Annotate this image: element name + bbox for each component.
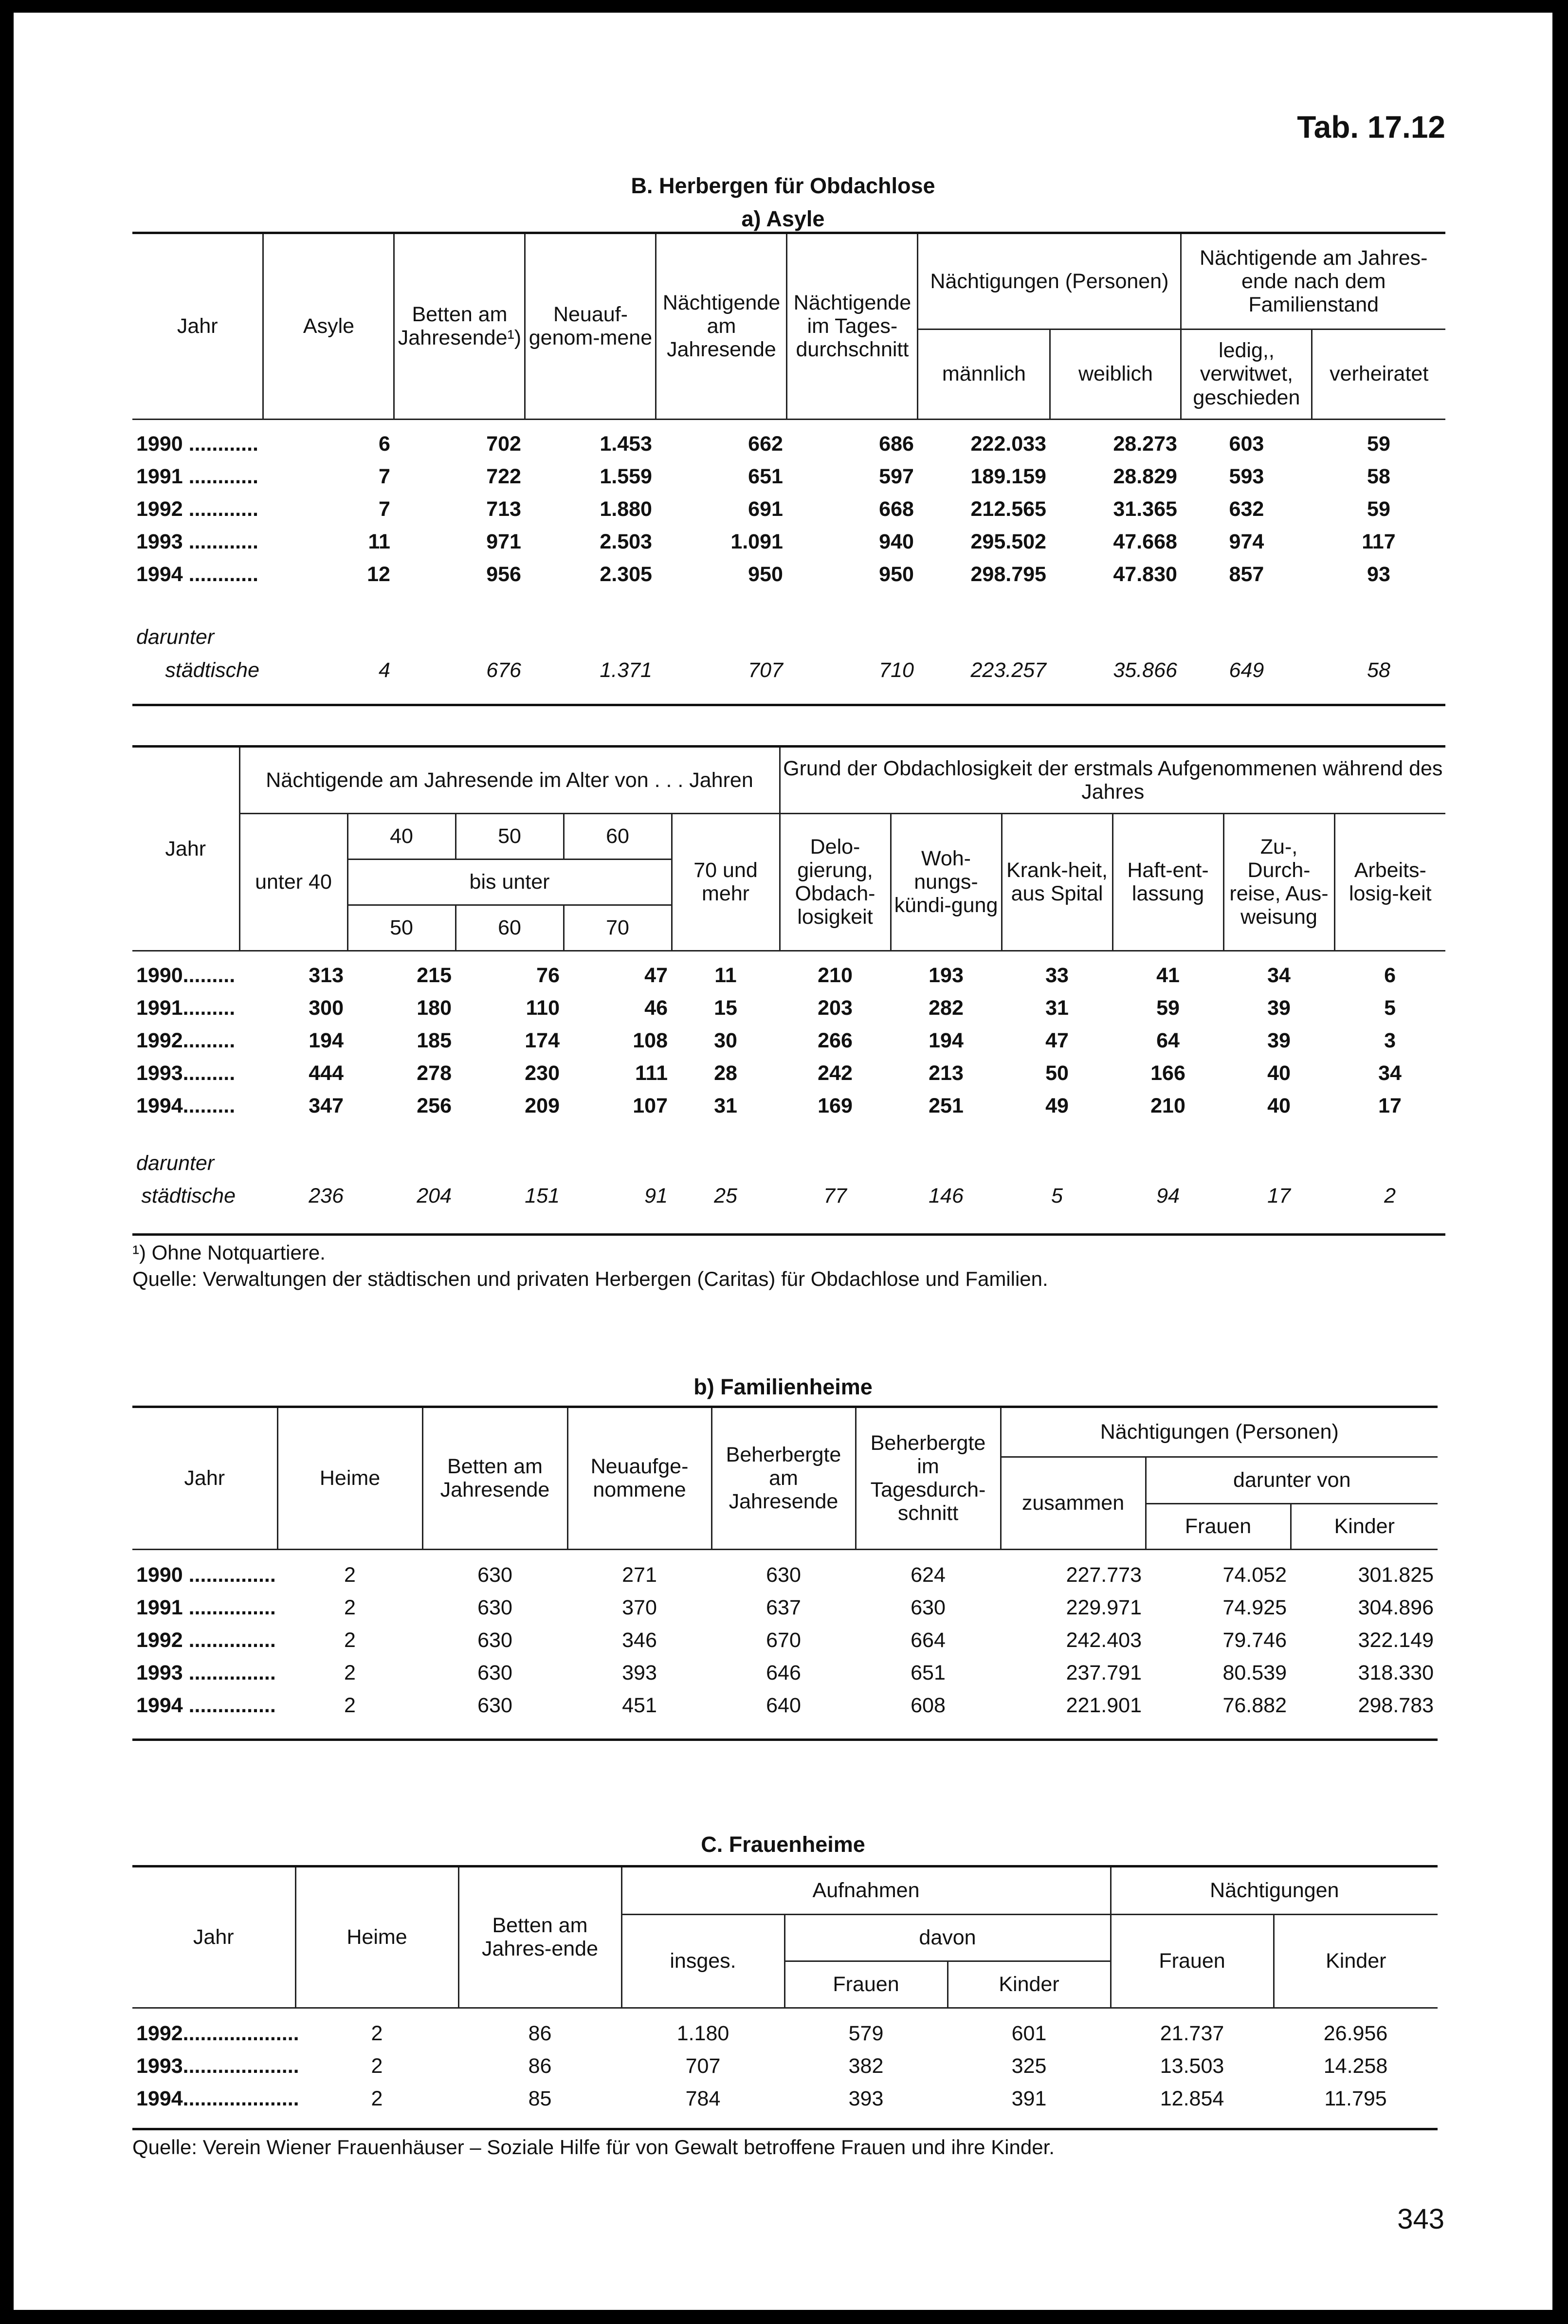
table-row [132,2083,1438,2115]
cell: 579 [848,2022,884,2045]
t2-h-durchreise: Zu-, Durch-reise, Aus-weisung [1223,813,1334,951]
frauenheime-title: C. Frauenheime [701,1832,865,1857]
cell: 1.880 [600,497,652,521]
cell: 1.559 [600,465,652,488]
t3-h-zusammen: zusammen [1001,1457,1146,1549]
cell: 7 [379,497,390,521]
cell: 41 [1156,964,1180,987]
cell: 5 [1051,1184,1063,1208]
t3-h-beh-tages: Beherbergte im Tagesdurch-schnitt [856,1408,1001,1549]
t3-h-heime: Heime [277,1408,422,1549]
table-row [132,1624,1438,1657]
cell: 325 [1011,2054,1047,2078]
row-year: 1992......... [136,1029,236,1052]
cell: 950 [748,563,783,586]
cell: 3 [1384,1029,1396,1052]
cell: 85 [528,2087,552,2110]
cell: 174 [525,1029,560,1052]
t4-h-naechtigungen: Nächtigungen [1111,1867,1438,1914]
document-page [14,13,1552,2310]
t1-h-neu: Neuauf-genom-mene [525,234,656,419]
cell: 39 [1267,996,1291,1020]
cell: 686 [879,432,914,456]
cell: 194 [929,1029,964,1052]
table-row [132,1090,1445,1122]
cell: 107 [633,1094,668,1117]
t2-h-b70: 70 [564,905,672,951]
table-number: Tab. 17.12 [1297,110,1445,145]
staedtische-label: städtische [165,658,259,682]
cell: 2 [371,2022,383,2045]
cell: 230 [525,1061,560,1085]
cell: 117 [1362,530,1396,553]
t2-h-alter: Nächtigende am Jahresende im Alter von . . . Jahren [239,748,780,813]
cell: 266 [818,1029,853,1052]
cell: 93 [1367,563,1390,586]
cell: 601 [1011,2022,1047,2045]
cell: 11 [368,530,390,553]
cell: 180 [417,996,452,1020]
t3-h-betten: Betten am Jahresende [422,1408,567,1549]
table-row [132,992,1445,1025]
cell: 25 [714,1184,737,1208]
cell: 2.503 [600,530,652,553]
cell: 670 [766,1629,801,1652]
age-reason-table [132,748,1445,1212]
t4-h-aufnahmen: Aufnahmen [621,1867,1111,1914]
cell: 857 [1229,563,1264,586]
row-year: 1991 ............... [136,1596,276,1619]
cell: 77 [823,1184,847,1208]
cell: 11 [714,964,737,987]
cell: 630 [911,1596,946,1619]
table-row [132,959,1445,992]
cell: 2 [344,1661,356,1684]
cell: 298.783 [1358,1694,1434,1717]
cell: 313 [309,964,344,987]
cell: 1.180 [676,2022,729,2045]
t3-h-neu: Neuaufge-nommene [567,1408,711,1549]
cell: 7 [379,465,390,488]
cell: 26.956 [1323,2022,1388,2045]
cell: 668 [879,497,914,521]
t1-h-familienstand: Nächtigende am Jahres-ende nach dem Familienstand [1181,234,1445,329]
cell: 691 [748,497,783,521]
footnote: ¹) Ohne Notquartiere. [132,1241,326,1264]
table-row [132,1689,1438,1722]
asyle-table [132,234,1445,686]
t3-h-darunter-von: darunter von [1146,1457,1438,1503]
cell: 713 [486,497,521,521]
cell: 86 [528,2054,552,2078]
row-year: 1990......... [136,964,236,987]
cell: 597 [879,465,914,488]
frauenheime-table [132,1867,1438,2115]
row-year: 1992 ............... [136,1629,276,1652]
t1-h-naechtigungen: Nächtigungen (Personen) [918,234,1181,329]
cell: 630 [477,1661,512,1684]
cell: 950 [879,563,914,586]
cell: 2 [344,1629,356,1652]
table-row [132,1057,1445,1090]
cell: 47 [1045,1029,1069,1052]
t1-h-asyle: Asyle [263,234,394,419]
cell: 624 [911,1563,946,1587]
cell: 59 [1367,432,1390,456]
cell: 185 [417,1029,452,1052]
row-year: 1993 ............... [136,1661,276,1684]
table-row [132,1657,1438,1689]
cell: 59 [1156,996,1180,1020]
t2-h-arbeitslosigkeit: Arbeits-losig-keit [1334,813,1445,951]
row-year: 1994......... [136,1094,236,1117]
cell: 298.795 [970,563,1046,586]
cell: 6 [379,432,390,456]
cell: 31.365 [1113,497,1177,521]
cell: 271 [622,1563,657,1587]
cell: 630 [477,1563,512,1587]
cell: 169 [818,1094,853,1117]
cell: 282 [929,996,964,1020]
cell: 49 [1045,1094,1069,1117]
t2-h-delogierung: Delo-gierung, Obdach-losigkeit [780,813,891,951]
t2-h-60: 60 [564,813,672,859]
table-row [132,1180,1445,1212]
t2-h-bis-unter: bis unter [347,859,672,905]
cell: 676 [486,658,521,682]
cell: 637 [766,1596,801,1619]
cell: 2 [344,1694,356,1717]
row-year: 1992.................... [136,2022,299,2045]
cell: 242.403 [1066,1629,1142,1652]
t4-h-insges: insges. [621,1914,784,2008]
cell: 210 [818,964,853,987]
cell: 86 [528,2022,552,2045]
cell: 382 [848,2054,884,2078]
t2-h-grund: Grund der Obdachlosigkeit der erstmals Aufgenommenen während des Jahres [780,748,1445,813]
cell: 974 [1229,530,1264,553]
t2-h-50: 50 [456,813,564,859]
t1-h-weiblich: weiblich [1050,329,1181,419]
cell: 35.866 [1113,658,1177,682]
table-row [132,493,1445,526]
table-row [132,1025,1445,1057]
cell: 2 [344,1596,356,1619]
cell: 2 [1384,1184,1396,1208]
cell: 21.737 [1160,2022,1224,2045]
cell: 94 [1156,1184,1180,1208]
familienheime-table [132,1408,1438,1722]
cell: 39 [1267,1029,1291,1052]
cell: 79.746 [1222,1629,1287,1652]
cell: 15 [714,996,737,1020]
cell: 74.052 [1222,1563,1287,1587]
t4-h-jahr: Jahr [132,1867,295,2008]
cell: 393 [622,1661,657,1684]
cell: 242 [818,1061,853,1085]
cell: 50 [1045,1061,1069,1085]
row-year: 1993.................... [136,2054,299,2078]
t1-h-verheiratet: verheiratet [1312,329,1445,419]
t2-h-b60: 60 [456,905,564,951]
cell: 707 [685,2054,721,2078]
cell: 213 [929,1061,964,1085]
cell: 189.159 [970,465,1046,488]
asyle-title: a) Asyle [741,206,825,231]
cell: 6 [1384,964,1396,987]
cell: 210 [1150,1094,1185,1117]
cell: 784 [685,2087,721,2110]
cell: 215 [417,964,452,987]
cell: 444 [309,1061,344,1085]
t1-h-betten: Betten am Jahresende¹) [394,234,525,419]
cell: 640 [766,1694,801,1717]
table-row [132,654,1445,686]
cell: 630 [477,1596,512,1619]
cell: 593 [1229,465,1264,488]
t4-h-heime: Heime [295,1867,458,2008]
cell: 40 [1267,1094,1291,1117]
t2-h-haftentlassung: Haft-ent-lassung [1112,813,1223,951]
row-year: 1994.................... [136,2087,299,2110]
page-number: 343 [1397,2203,1444,2235]
cell: 80.539 [1222,1661,1287,1684]
cell: 17 [1267,1184,1291,1208]
cell: 237.791 [1066,1661,1142,1684]
cell: 31 [1045,996,1069,1020]
t3-h-beh-jahresende: Beherbergte am Jahresende [711,1408,856,1549]
row-year: 1990 ............ [136,432,258,456]
source-note-c: Quelle: Verein Wiener Frauenhäuser – Soziale Hilfe für von Gewalt betroffene Frauen und ihre Kinder. [132,2136,1055,2159]
staedtische-label: städtische [141,1184,236,1208]
row-year: 1994 ............... [136,1694,276,1717]
t1-h-ledig: ledig,, verwitwet, geschieden [1181,329,1312,419]
cell: 209 [525,1094,560,1117]
cell: 651 [911,1661,946,1684]
cell: 1.091 [730,530,783,553]
cell: 630 [477,1694,512,1717]
t1-h-naecht-tages: Nächtigende im Tages-durchschnitt [787,234,918,419]
cell: 227.773 [1066,1563,1142,1587]
t2-h-jahr: Jahr [132,748,239,951]
cell: 956 [486,563,521,586]
t1-h-maennlich: männlich [918,329,1050,419]
cell: 971 [486,530,521,553]
cell: 74.925 [1222,1596,1287,1619]
cell: 702 [486,432,521,456]
table-row [132,526,1445,558]
table-row [132,558,1445,591]
t4-h-betten: Betten am Jahres-ende [458,1867,621,2008]
cell: 46 [644,996,668,1020]
t3-h-jahr: Jahr [132,1408,277,1549]
cell: 203 [818,996,853,1020]
cell: 251 [929,1094,964,1117]
cell: 346 [622,1629,657,1652]
cell: 28.273 [1113,432,1177,456]
t2-h-unter40: unter 40 [239,813,347,951]
t2-h-wohnungskuendigung: Woh-nungs-kündi-gung [891,813,1002,951]
cell: 91 [644,1184,668,1208]
cell: 707 [748,658,783,682]
row-year: 1992 ............ [136,497,258,521]
familienheime-title: b) Familienheime [693,1374,873,1399]
row-year: 1990 ............... [136,1563,276,1587]
cell: 110 [526,996,560,1020]
cell: 649 [1229,658,1264,682]
cell: 223.257 [970,658,1046,682]
cell: 664 [911,1629,946,1652]
t2-h-krankheit: Krank-heit, aus Spital [1002,813,1112,951]
cell: 2 [371,2054,383,2078]
cell: 34 [1378,1061,1402,1085]
cell: 59 [1367,497,1390,521]
table4-bottom-rule [132,2128,1438,2130]
cell: 236 [309,1184,344,1208]
cell: 662 [748,432,783,456]
cell: 47.830 [1113,563,1177,586]
cell: 12.854 [1160,2087,1224,2110]
cell: 28 [714,1061,737,1085]
t2-h-40: 40 [347,813,456,859]
cell: 13.503 [1160,2054,1224,2078]
table-row [132,1592,1438,1624]
table-row [132,2050,1438,2083]
cell: 300 [309,996,344,1020]
cell: 347 [309,1094,344,1117]
cell: 4 [379,658,390,682]
t4-h-frauen: Frauen [784,1961,948,2008]
cell: 630 [766,1563,801,1587]
cell: 76.882 [1222,1694,1287,1717]
cell: 451 [622,1694,657,1717]
cell: 151 [525,1184,560,1208]
cell: 47 [644,964,668,987]
cell: 2 [344,1563,356,1587]
cell: 64 [1156,1029,1180,1052]
cell: 632 [1229,497,1264,521]
cell: 30 [714,1029,737,1052]
cell: 603 [1229,432,1264,456]
row-year: 1994 ............ [136,563,258,586]
darunter-label: darunter [136,1151,215,1175]
row-year: 1993......... [136,1061,236,1085]
cell: 33 [1045,964,1069,987]
section-b-title: B. Herbergen für Obdachlose [631,173,935,198]
cell: 166 [1150,1061,1185,1085]
t4-h-n-frauen: Frauen [1111,1914,1274,2008]
cell: 710 [879,658,914,682]
cell: 630 [477,1629,512,1652]
cell: 12 [367,563,390,586]
t4-h-kinder: Kinder [948,1961,1111,2008]
cell: 646 [766,1661,801,1684]
t3-h-naechtigungen: Nächtigungen (Personen) [1001,1408,1438,1457]
cell: 212.565 [970,497,1046,521]
cell: 76 [536,964,560,987]
cell: 193 [929,964,964,987]
row-year: 1991 ............ [136,465,258,488]
cell: 940 [879,530,914,553]
cell: 58 [1367,465,1390,488]
cell: 11.795 [1324,2087,1387,2110]
darunter-label: darunter [136,625,215,649]
cell: 322.149 [1358,1629,1434,1652]
t4-h-davon: davon [784,1914,1111,1961]
cell: 146 [929,1184,964,1208]
cell: 58 [1367,658,1390,682]
cell: 14.258 [1323,2054,1388,2078]
row-year: 1993 ............ [136,530,258,553]
cell: 204 [417,1184,452,1208]
t1-h-naecht-jahresende: Nächtigende am Jahresende [656,234,787,419]
cell: 31 [714,1094,737,1117]
table-row [132,460,1445,493]
cell: 1.371 [600,658,652,682]
t3-h-frauen: Frauen [1146,1503,1291,1549]
cell: 256 [417,1094,452,1117]
cell: 111 [635,1061,668,1085]
row-year: 1991......... [136,996,236,1020]
cell: 17 [1378,1094,1402,1117]
cell: 221.901 [1066,1694,1142,1717]
cell: 194 [309,1029,344,1052]
cell: 1.453 [600,432,652,456]
cell: 40 [1267,1061,1291,1085]
table-row [132,1559,1438,1592]
t1-h-jahr: Jahr [132,234,263,419]
cell: 222.033 [970,432,1046,456]
cell: 2.305 [600,563,652,586]
t4-h-n-kinder: Kinder [1274,1914,1438,2008]
t2-h-70-und-mehr: 70 und mehr [672,813,780,951]
cell: 108 [633,1029,668,1052]
cell: 229.971 [1066,1596,1142,1619]
table3-bottom-rule [132,1738,1438,1741]
cell: 722 [486,465,521,488]
cell: 278 [417,1061,452,1085]
table-row [132,2017,1438,2050]
source-note-b: Quelle: Verwaltungen der städtischen und privaten Herbergen (Caritas) für Obdachlose und Familien. [132,1267,1048,1290]
cell: 304.896 [1358,1596,1434,1619]
cell: 318.330 [1358,1661,1434,1684]
table2-bottom-rule [132,1233,1445,1236]
cell: 295.502 [970,530,1046,553]
t2-h-b50: 50 [347,905,456,951]
cell: 2 [371,2087,383,2110]
cell: 391 [1011,2087,1047,2110]
cell: 47.668 [1113,530,1177,553]
cell: 301.825 [1358,1563,1434,1587]
cell: 34 [1267,964,1291,987]
cell: 5 [1384,996,1396,1020]
cell: 608 [911,1694,946,1717]
cell: 393 [848,2087,884,2110]
cell: 28.829 [1113,465,1177,488]
table-row [132,428,1445,460]
cell: 370 [622,1596,657,1619]
t3-h-kinder: Kinder [1291,1503,1438,1549]
cell: 651 [748,465,783,488]
table1-bottom-rule [132,704,1445,706]
